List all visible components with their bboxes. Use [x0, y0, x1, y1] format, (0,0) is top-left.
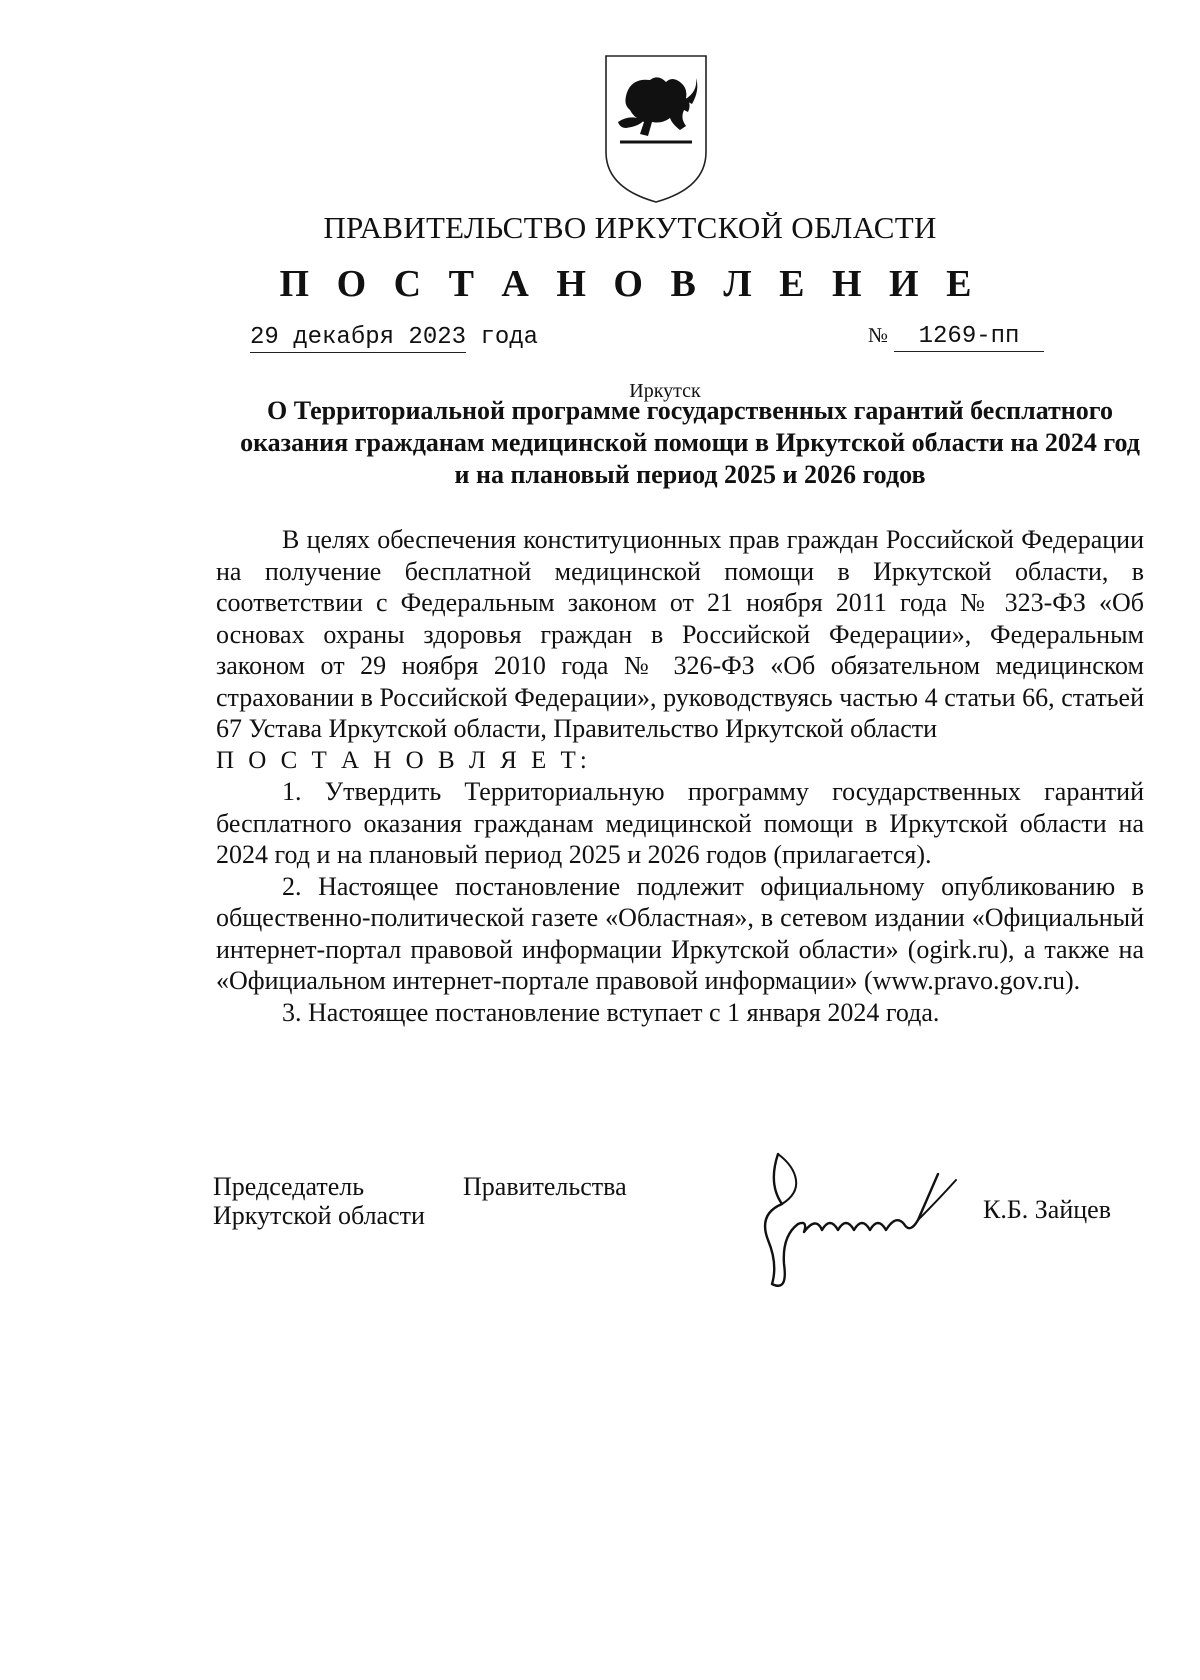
document-date	[250, 324, 538, 351]
list-item: 1. Утвердить Территориальную программу государственных гарантий бесплатного оказания гражданам медицинской помощи в Иркутской области на 2024 год и на плановый период 2025 и 2026 годов (прилагается).	[216, 777, 1144, 869]
irkutsk-coat-of-arms-icon	[600, 52, 712, 204]
date-suffix: года	[480, 324, 539, 351]
signatory-position-word-2: Правительства	[463, 1172, 627, 1201]
signatory-name: К.Б. Зайцев	[983, 1195, 1111, 1224]
document-title: О Территориальной программе государственных гарантий бесплатного оказания гражданам медицинской помощи в Иркутской области на 2024 год и на плановый период 2025 и 2026 годов	[240, 396, 1140, 489]
city: Иркутск	[629, 380, 701, 402]
document-body	[216, 524, 1144, 1028]
handwritten-signature-icon	[738, 1144, 978, 1294]
preamble-paragraph: В целях обеспечения конституционных прав граждан Российской Федерации на получение бесплатной медицинской помощи в Иркутской области, в соответствии с Федеральным законом от 21 ноября 2011 года № 323-ФЗ «Об основах охраны здоровья граждан в Российской Федерации», Федеральным законом от 29 ноября 2010 года № 326-ФЗ «Об обязательном медицинском страховании в Российской Федерации», руководствуясь частью 4 статьи 66, статьей 67 Устава Иркутской области, Правительство Иркутской области	[216, 525, 1144, 743]
date-value: 29 декабря 2023	[250, 324, 467, 351]
signature-block	[213, 1172, 1153, 1322]
document-number	[868, 322, 1044, 352]
list-item: 3. Настоящее постановление вступает с 1 января 2024 года.	[282, 997, 940, 1027]
number-sign: №	[868, 323, 889, 347]
list-item: 2. Настоящее постановление подлежит официальному опубликованию в общественно-политической газете «Областная», в сетевом издании «Официальный интернет-портал правовой информации Иркутской области» (ogirk.ru), а также на «Официальном интернет-портале правовой информации» (www.pravo.gov.ru).	[216, 871, 1144, 995]
government-name: ПРАВИТЕЛЬСТВО ИРКУТСКОЙ ОБЛАСТИ	[323, 210, 937, 245]
signatory-position-line-2: Иркутской области	[213, 1201, 425, 1230]
decree-word: П О С Т А Н О В Л Я Е Т:	[216, 746, 591, 774]
signatory-position-word-1: Председатель	[213, 1172, 365, 1201]
number-value: 1269-пп	[894, 323, 1044, 352]
document-type: П О С Т А Н О В Л Е Н И Е	[279, 263, 981, 305]
